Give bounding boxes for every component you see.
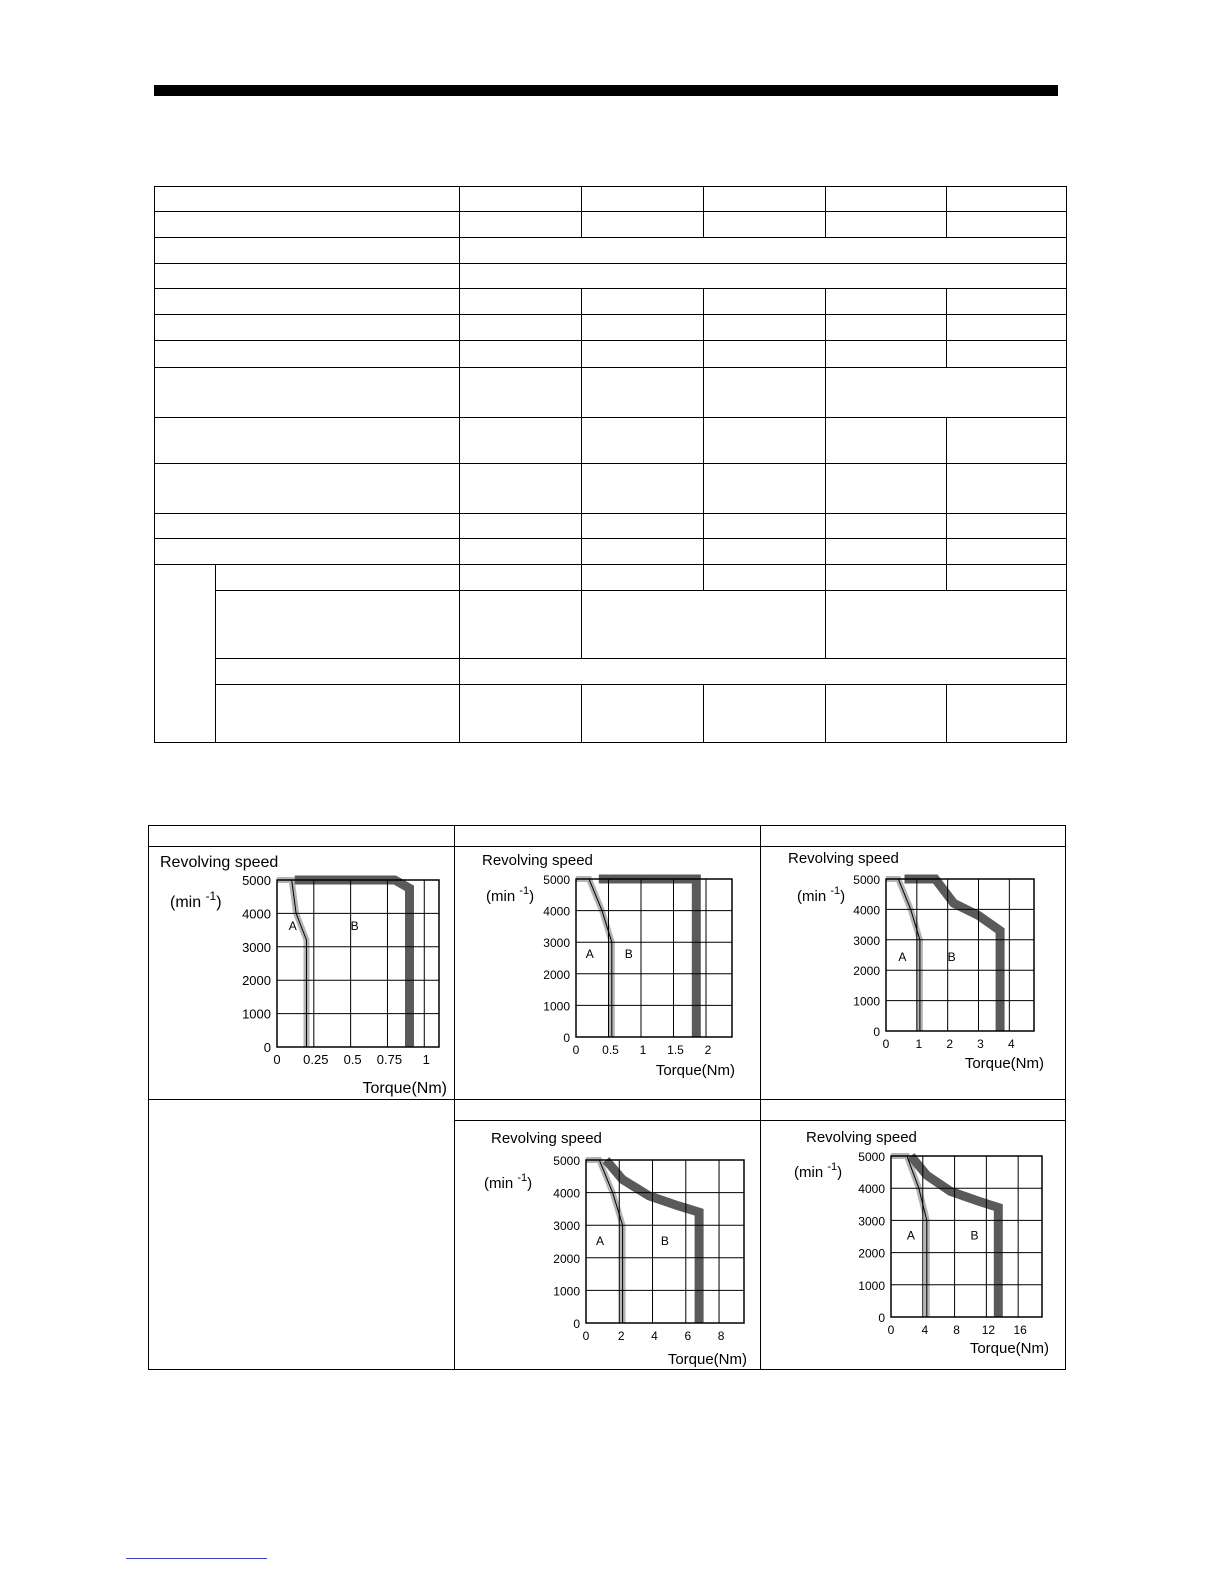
table-row (155, 565, 1067, 591)
x-tick-label: 4 (921, 1323, 929, 1337)
table-row (155, 315, 1067, 341)
y-axis-unit: (min $^{-1}$) (170, 889, 222, 911)
y-tick-label: 1000 (543, 999, 570, 1014)
table-row (155, 591, 1067, 659)
x-tick-label: 1 (915, 1037, 923, 1051)
x-tick-label: 1 (422, 1052, 430, 1067)
y-axis-unit: (min $^{-1}$) (797, 885, 846, 905)
region-b-label: B (660, 1233, 669, 1248)
y-tick-label: 1000 (242, 1006, 271, 1022)
region-b-boundary (295, 880, 410, 1047)
y-tick-label: 4000 (242, 906, 271, 922)
speed-torque-chart-2 (456, 848, 758, 1098)
region-b-label: B (947, 950, 956, 965)
y-tick-label: 0 (878, 1311, 885, 1325)
region-a-label: A (585, 947, 594, 961)
x-tick-label: 6 (684, 1329, 692, 1343)
y-axis-unit: (min $^{-1}$) (794, 1161, 843, 1181)
x-axis-title: Torque(Nm) (969, 1340, 1049, 1357)
y-tick-label: 1000 (858, 1278, 885, 1293)
x-axis-title: Torque(Nm) (362, 1080, 447, 1097)
y-tick-label: 5000 (543, 873, 570, 887)
region-b-label: B (624, 947, 633, 961)
y-tick-label: 0 (263, 1040, 271, 1055)
table-row (155, 289, 1067, 315)
region-a-label: A (288, 919, 297, 934)
table-row (155, 418, 1067, 464)
x-tick-label: 1 (639, 1043, 647, 1057)
x-tick-label: 0 (887, 1323, 895, 1337)
y-tick-label: 4000 (858, 1182, 885, 1197)
table-row (155, 539, 1067, 565)
table-row (155, 187, 1067, 212)
x-tick-label: 3 (977, 1037, 984, 1051)
y-tick-label: 2000 (853, 964, 880, 979)
region-b-label: B (350, 919, 359, 934)
y-tick-label: 1000 (553, 1284, 580, 1299)
table-row (155, 659, 1067, 685)
speed-torque-chart-1 (150, 848, 452, 1098)
y-axis-unit: (min $^{-1}$) (484, 1172, 533, 1192)
x-tick-label: 0.5 (343, 1052, 362, 1067)
y-tick-label: 2000 (242, 973, 271, 989)
region-a-outline (586, 1160, 623, 1323)
x-tick-label: 8 (953, 1323, 960, 1337)
x-tick-label: 1.5 (667, 1043, 684, 1057)
y-tick-label: 0 (563, 1031, 570, 1045)
chart-svg (762, 848, 1064, 1098)
y-tick-label: 1000 (853, 994, 880, 1009)
y-axis-title: Revolving speed (806, 1129, 917, 1146)
region-a-outline (277, 880, 307, 1047)
x-tick-label: 0 (273, 1052, 281, 1067)
x-axis-title: Torque(Nm) (667, 1351, 747, 1368)
y-tick-label: 5000 (853, 873, 880, 887)
y-axis-unit: (min $^{-1}$) (486, 885, 535, 905)
table-row (155, 685, 1067, 743)
specification-table (154, 186, 1067, 743)
y-tick-label: 5000 (242, 873, 271, 888)
y-tick-label: 3000 (853, 933, 880, 948)
region-a-label: A (898, 950, 907, 965)
y-tick-label: 3000 (553, 1219, 580, 1234)
x-axis-title: Torque(Nm) (964, 1055, 1044, 1072)
speed-torque-chart-4 (456, 1124, 758, 1369)
y-tick-label: 0 (573, 1317, 580, 1331)
table-row (155, 464, 1067, 514)
table-row (155, 238, 1067, 264)
region-a-boundary (576, 879, 612, 1037)
x-tick-label: 16 (1013, 1323, 1027, 1337)
x-tick-label: 0 (572, 1043, 580, 1057)
table-row (155, 341, 1067, 368)
x-tick-label: 0.25 (303, 1052, 329, 1067)
region-a-boundary (586, 1160, 623, 1323)
region-b-label: B (970, 1228, 979, 1243)
table-row (155, 212, 1067, 238)
chart-svg (762, 1124, 1064, 1369)
plot-frame (277, 880, 439, 1047)
x-tick-label: 12 (981, 1323, 996, 1337)
speed-torque-chart-3 (762, 848, 1064, 1098)
y-tick-label: 5000 (858, 1150, 885, 1164)
region-a-outline (576, 879, 612, 1037)
x-tick-label: 2 (946, 1037, 954, 1051)
y-tick-label: 0 (873, 1025, 880, 1039)
y-tick-label: 3000 (543, 936, 570, 951)
chart-svg (456, 1124, 758, 1369)
x-tick-label: 0.75 (376, 1052, 403, 1067)
y-tick-label: 3000 (858, 1214, 885, 1229)
y-tick-label: 2000 (858, 1246, 885, 1261)
x-tick-label: 0 (882, 1037, 890, 1051)
header-rule (154, 85, 1058, 96)
table-row (155, 368, 1067, 418)
x-tick-label: 0.5 (602, 1043, 619, 1057)
x-tick-label: 2 (617, 1329, 625, 1343)
y-tick-label: 2000 (553, 1251, 580, 1266)
y-tick-label: 4000 (543, 904, 570, 919)
x-tick-label: 8 (717, 1329, 725, 1343)
chart-svg (150, 848, 452, 1098)
y-axis-title: Revolving speed (482, 852, 593, 869)
region-a-label: A (595, 1233, 604, 1248)
x-tick-label: 2 (704, 1043, 712, 1057)
y-tick-label: 5000 (553, 1154, 580, 1168)
x-tick-label: 0 (582, 1329, 590, 1343)
y-axis-title: Revolving speed (160, 854, 279, 871)
table-row (155, 514, 1067, 539)
y-tick-label: 4000 (853, 903, 880, 918)
table-row (155, 264, 1067, 289)
footer-rule (126, 1558, 267, 1559)
x-axis-title: Torque(Nm) (655, 1062, 735, 1079)
y-tick-label: 4000 (553, 1186, 580, 1201)
y-tick-label: 3000 (242, 939, 271, 955)
speed-torque-chart-5 (762, 1124, 1064, 1369)
x-tick-label: 4 (1007, 1037, 1015, 1051)
y-tick-label: 2000 (543, 967, 570, 982)
y-axis-title: Revolving speed (491, 1130, 602, 1147)
y-axis-title: Revolving speed (788, 850, 899, 867)
x-tick-label: 4 (651, 1329, 658, 1343)
region-a-label: A (906, 1228, 915, 1243)
region-a-boundary (277, 880, 307, 1047)
chart-svg (456, 848, 758, 1098)
